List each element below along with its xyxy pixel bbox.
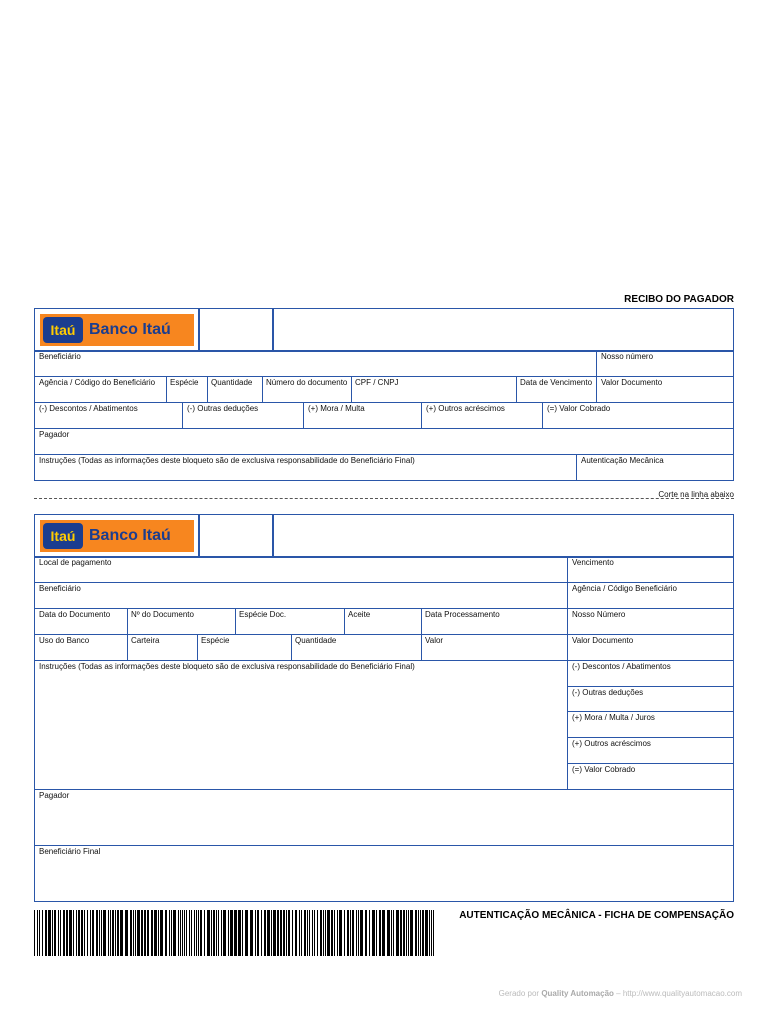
label-instrucoes: Instruções (Todas as informações deste bloqueto são de exclusiva responsabilidade do Beneficiário Final) [39, 456, 415, 465]
divider [567, 763, 734, 764]
divider [567, 556, 568, 789]
divider [34, 402, 734, 403]
divider [291, 634, 292, 660]
divider [198, 308, 200, 351]
label-outras-deducoes: (-) Outras deduções [187, 404, 259, 413]
divider [127, 634, 128, 660]
divider [344, 608, 345, 634]
label-cpf-cnpj: CPF / CNPJ [355, 378, 399, 387]
divider [34, 556, 734, 558]
divider [34, 376, 734, 377]
slip-bank-logo [40, 520, 194, 552]
bank-name: Banco Itaú [89, 321, 171, 338]
divider [34, 660, 734, 661]
label-aceite: Aceite [348, 610, 371, 619]
label-agencia: Agência / Código do Beneficiário [39, 378, 156, 387]
label-n-documento: Nº do Documento [131, 610, 194, 619]
label-agencia: Agência / Código Beneficiário [572, 584, 677, 593]
divider [596, 350, 597, 402]
divider [262, 376, 263, 402]
label-outros-acrescimos: (+) Outros acréscimos [426, 404, 505, 413]
divider [34, 634, 734, 635]
label-data-vencimento: Data de Vencimento [520, 378, 593, 387]
label-beneficiario-final: Beneficiário Final [39, 847, 101, 856]
divider [34, 582, 734, 583]
label-autenticacao: Autenticação Mecânica [581, 456, 664, 465]
label-especie-doc: Espécie Doc. [239, 610, 287, 619]
divider [272, 308, 274, 351]
label-valor-documento: Valor Documento [601, 378, 663, 387]
label-mora-multa: (+) Mora / Multa [308, 404, 365, 413]
divider [127, 608, 128, 634]
divider [272, 514, 274, 557]
divider [34, 454, 734, 455]
itau-logo-icon: Itaú [43, 317, 83, 343]
label-data-processamento: Data Processamento [425, 610, 500, 619]
cut-line-label: Corte na linha abaixo [658, 490, 734, 499]
itau-logo-icon: Itaú [43, 523, 83, 549]
divider [567, 686, 734, 687]
label-numero-documento: Número do documento [266, 378, 348, 387]
divider [567, 711, 734, 712]
label-especie: Espécie [201, 636, 230, 645]
divider [34, 608, 734, 609]
label-beneficiario: Beneficiário [39, 352, 81, 361]
divider [235, 608, 236, 634]
label-nosso-numero: Nosso Número [572, 610, 626, 619]
label-nosso-numero: Nosso número [601, 352, 654, 361]
label-valor: Valor [425, 636, 444, 645]
label-mora-multa-juros: (+) Mora / Multa / Juros [572, 713, 655, 722]
divider [34, 789, 734, 790]
label-valor-cobrado: (=) Valor Cobrado [572, 765, 636, 774]
label-pagador: Pagador [39, 791, 70, 800]
label-vencimento: Vencimento [572, 558, 614, 567]
footer-prefix: Gerado por [498, 989, 540, 998]
label-especie: Espécie [170, 378, 199, 387]
divider [303, 402, 304, 428]
label-descontos: (-) Descontos / Abatimentos [572, 662, 671, 671]
divider [516, 376, 517, 402]
footer-credit [499, 989, 742, 998]
divider [166, 376, 167, 402]
bank-name: Banco Itaú [89, 527, 171, 544]
divider [182, 402, 183, 428]
divider [198, 514, 200, 557]
footer-brand: Quality Automação [541, 989, 614, 998]
label-valor-cobrado: (=) Valor Cobrado [547, 404, 611, 413]
divider [421, 402, 422, 428]
divider [351, 376, 352, 402]
label-outros-acrescimos: (+) Outros acréscimos [572, 739, 651, 748]
label-instrucoes: Instruções (Todas as informações deste bloqueto são de exclusiva responsabilidade do Beneficiário Final) [39, 662, 415, 671]
label-quantidade: Quantidade [295, 636, 337, 645]
label-pagador: Pagador [39, 430, 70, 439]
divider [421, 634, 422, 660]
footer-link[interactable]: – http://www.qualityautomacao.com [616, 989, 742, 998]
label-uso-banco: Uso do Banco [39, 636, 90, 645]
label-quantidade: Quantidade [211, 378, 253, 387]
compensation-title: AUTENTICAÇÃO MECÂNICA - FICHA DE COMPENSAÇÃO [459, 910, 734, 921]
label-descontos: (-) Descontos / Abatimentos [39, 404, 138, 413]
divider [34, 428, 734, 429]
barcode [34, 910, 436, 956]
slip-frame [34, 514, 734, 902]
divider [576, 454, 577, 481]
divider [207, 376, 208, 402]
label-beneficiario: Beneficiário [39, 584, 81, 593]
divider [34, 845, 734, 846]
divider [197, 634, 198, 660]
cut-line [34, 498, 734, 499]
label-local-pagamento: Local de pagamento [39, 558, 112, 567]
divider [421, 608, 422, 634]
divider [567, 737, 734, 738]
receipt-bank-logo [40, 314, 194, 346]
receipt-title: RECIBO DO PAGADOR [624, 294, 734, 305]
label-valor-documento: Valor Documento [572, 636, 634, 645]
label-carteira: Carteira [131, 636, 160, 645]
label-data-documento: Data do Documento [39, 610, 111, 619]
label-outras-deducoes: (-) Outras deduções [572, 688, 644, 697]
divider [542, 402, 543, 428]
